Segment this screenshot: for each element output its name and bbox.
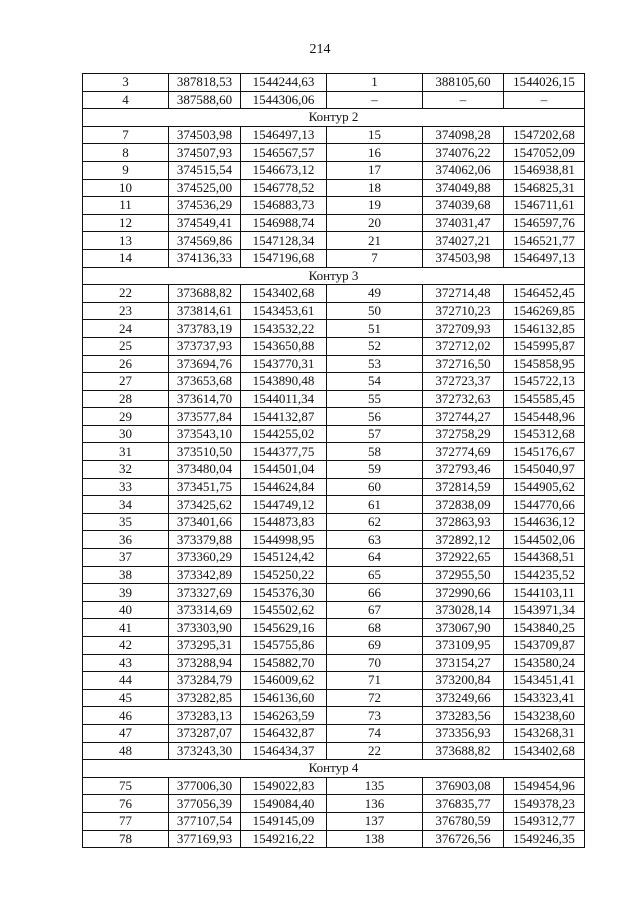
table-cell: 1544749,12 xyxy=(241,496,327,514)
table-cell: 1546136,60 xyxy=(241,689,327,707)
table-cell: 376903,08 xyxy=(423,777,504,795)
table-cell: 42 xyxy=(83,637,169,655)
table-cell: 61 xyxy=(327,496,423,514)
table-cell: 43 xyxy=(83,654,169,672)
table-cell: 1544770,66 xyxy=(504,496,585,514)
table-cell: 372758,29 xyxy=(423,425,504,443)
table-cell: 1544244,63 xyxy=(241,74,327,92)
table-cell: 136 xyxy=(327,795,423,813)
table-cell: 14 xyxy=(83,249,169,267)
table-cell: 12 xyxy=(83,214,169,232)
table-cell: 1545250,22 xyxy=(241,566,327,584)
table-cell: 41 xyxy=(83,619,169,637)
table-cell: 1543840,25 xyxy=(504,619,585,637)
table-cell: 13 xyxy=(83,232,169,250)
table-cell: 372712,02 xyxy=(423,337,504,355)
table-cell: 1544132,87 xyxy=(241,408,327,426)
table-cell: 36 xyxy=(83,531,169,549)
table-cell: 376835,77 xyxy=(423,795,504,813)
table-cell: 56 xyxy=(327,408,423,426)
table-cell: 1545502,62 xyxy=(241,601,327,619)
table-cell: 1543890,48 xyxy=(241,373,327,391)
table-cell: 54 xyxy=(327,373,423,391)
table-cell: 1549216,22 xyxy=(241,830,327,848)
table-cell: 35 xyxy=(83,513,169,531)
table-row xyxy=(83,601,585,619)
table-row xyxy=(83,390,585,408)
table-cell: 1546778,52 xyxy=(241,179,327,197)
table-cell: 1546009,62 xyxy=(241,672,327,690)
table-cell: 373342,89 xyxy=(169,566,241,584)
table-cell: 1546673,12 xyxy=(241,161,327,179)
table-cell: 373067,90 xyxy=(423,619,504,637)
table-cell: 1543532,22 xyxy=(241,320,327,338)
table-cell: 373360,29 xyxy=(169,549,241,567)
table-cell: 78 xyxy=(83,830,169,848)
table-cell: 1544624,84 xyxy=(241,478,327,496)
table-cell: 1546452,45 xyxy=(504,285,585,303)
table-cell: 50 xyxy=(327,302,423,320)
table-cell: 1543268,31 xyxy=(504,724,585,742)
table-row xyxy=(83,830,585,848)
table-row xyxy=(83,197,585,215)
table-row xyxy=(83,795,585,813)
table-cell: 77 xyxy=(83,812,169,830)
table-cell: 373379,88 xyxy=(169,531,241,549)
table-cell: 1544377,75 xyxy=(241,443,327,461)
table-cell: 1546497,13 xyxy=(504,249,585,267)
table-cell: 53 xyxy=(327,355,423,373)
table-cell: 1549378,23 xyxy=(504,795,585,813)
table-cell: 373249,66 xyxy=(423,689,504,707)
table-cell: 377107,54 xyxy=(169,812,241,830)
table-cell: 1545722,13 xyxy=(504,373,585,391)
table-cell: 372793,46 xyxy=(423,461,504,479)
table-cell: 1544998,95 xyxy=(241,531,327,549)
table-cell: 1549454,96 xyxy=(504,777,585,795)
table-cell: 1543453,61 xyxy=(241,302,327,320)
table-cell: 373303,90 xyxy=(169,619,241,637)
table-cell: 376726,56 xyxy=(423,830,504,848)
table-cell: 373401,66 xyxy=(169,513,241,531)
table-cell: 8 xyxy=(83,144,169,162)
table-cell: 374031,47 xyxy=(423,214,504,232)
table-cell: 1545755,86 xyxy=(241,637,327,655)
table-row xyxy=(83,619,585,637)
coordinates-table xyxy=(82,73,585,848)
table-cell: 66 xyxy=(327,584,423,602)
table-cell: 7 xyxy=(327,249,423,267)
table-cell: 1547128,34 xyxy=(241,232,327,250)
table-cell: 373283,56 xyxy=(423,707,504,725)
table-cell: 7 xyxy=(83,126,169,144)
table-cell: 135 xyxy=(327,777,423,795)
table-row xyxy=(83,742,585,760)
table-cell: 1545448,96 xyxy=(504,408,585,426)
table-row xyxy=(83,672,585,690)
table-cell: – xyxy=(504,91,585,109)
table-cell: 38 xyxy=(83,566,169,584)
table-cell: 1549022,83 xyxy=(241,777,327,795)
page-number: 214 xyxy=(309,42,331,57)
table-row xyxy=(83,373,585,391)
table-cell: 373287,07 xyxy=(169,724,241,742)
table-cell: 22 xyxy=(83,285,169,303)
table-cell: 1544905,62 xyxy=(504,478,585,496)
table-row xyxy=(83,408,585,426)
section-title: Контур 2 xyxy=(83,109,585,127)
table-cell: 26 xyxy=(83,355,169,373)
table-row xyxy=(83,654,585,672)
table-cell: 374076,22 xyxy=(423,144,504,162)
table-cell: 374515,54 xyxy=(169,161,241,179)
table-cell: 373288,94 xyxy=(169,654,241,672)
table-cell: 44 xyxy=(83,672,169,690)
table-row xyxy=(83,91,585,109)
table-cell: 1549312,77 xyxy=(504,812,585,830)
table-cell: 10 xyxy=(83,179,169,197)
table-row xyxy=(83,161,585,179)
table-cell: 1543650,88 xyxy=(241,337,327,355)
section-title: Контур 4 xyxy=(83,760,585,778)
table-cell: 1543451,41 xyxy=(504,672,585,690)
table-cell: 40 xyxy=(83,601,169,619)
table-cell: 1546883,73 xyxy=(241,197,327,215)
table-cell: 1546497,13 xyxy=(241,126,327,144)
table-cell: 1544011,34 xyxy=(241,390,327,408)
table-cell: 75 xyxy=(83,777,169,795)
table-row xyxy=(83,724,585,742)
table-cell: 32 xyxy=(83,461,169,479)
table-cell: 374536,29 xyxy=(169,197,241,215)
table-cell: 1549145,09 xyxy=(241,812,327,830)
table-cell: 48 xyxy=(83,742,169,760)
table-cell: 1545376,30 xyxy=(241,584,327,602)
table-cell: 374049,88 xyxy=(423,179,504,197)
table-cell: 4 xyxy=(83,91,169,109)
table-cell: 373356,93 xyxy=(423,724,504,742)
table-cell: 373783,19 xyxy=(169,320,241,338)
table-cell: 374503,98 xyxy=(423,249,504,267)
table-cell: 1545858,95 xyxy=(504,355,585,373)
table-cell: 1546434,37 xyxy=(241,742,327,760)
table-cell: 373577,84 xyxy=(169,408,241,426)
table-cell: 1544873,83 xyxy=(241,513,327,531)
table-cell: 374507,93 xyxy=(169,144,241,162)
table-cell: 372714,48 xyxy=(423,285,504,303)
table-cell: 1546597,76 xyxy=(504,214,585,232)
table-cell: 62 xyxy=(327,513,423,531)
table-cell: 372710,23 xyxy=(423,302,504,320)
table-cell: 1546432,87 xyxy=(241,724,327,742)
table-cell: 374039,68 xyxy=(423,197,504,215)
table-row xyxy=(83,496,585,514)
table-row xyxy=(83,249,585,267)
table-cell: 47 xyxy=(83,724,169,742)
table-cell: 373283,13 xyxy=(169,707,241,725)
table-cell: 372863,93 xyxy=(423,513,504,531)
table-cell: 372709,93 xyxy=(423,320,504,338)
table-cell: 1544026,15 xyxy=(504,74,585,92)
table-cell: 373314,69 xyxy=(169,601,241,619)
table-cell: 23 xyxy=(83,302,169,320)
table-cell: 20 xyxy=(327,214,423,232)
table-cell: 28 xyxy=(83,390,169,408)
table-cell: 1543323,41 xyxy=(504,689,585,707)
table-cell: 18 xyxy=(327,179,423,197)
table-cell: 1549084,40 xyxy=(241,795,327,813)
table-cell: 372892,12 xyxy=(423,531,504,549)
table-row xyxy=(83,144,585,162)
table-cell: 27 xyxy=(83,373,169,391)
table-row xyxy=(83,74,585,92)
table-cell: 67 xyxy=(327,601,423,619)
table-cell: 1546567,57 xyxy=(241,144,327,162)
table-cell: 1545629,16 xyxy=(241,619,327,637)
table-cell: 1545040,97 xyxy=(504,461,585,479)
table-cell: 74 xyxy=(327,724,423,742)
table-row xyxy=(83,285,585,303)
table-cell: 373154,27 xyxy=(423,654,504,672)
table-cell: 373243,30 xyxy=(169,742,241,760)
table-cell: 373694,76 xyxy=(169,355,241,373)
table-cell: 49 xyxy=(327,285,423,303)
table-cell: 373200,84 xyxy=(423,672,504,690)
table-cell: 1546988,74 xyxy=(241,214,327,232)
table-cell: 377056,39 xyxy=(169,795,241,813)
table-cell: 60 xyxy=(327,478,423,496)
table-cell: 65 xyxy=(327,566,423,584)
table-cell: 374027,21 xyxy=(423,232,504,250)
table-cell: 1544235,52 xyxy=(504,566,585,584)
table-cell: 15 xyxy=(327,126,423,144)
table-cell: 137 xyxy=(327,812,423,830)
table-cell: 373109,95 xyxy=(423,637,504,655)
table-cell: 68 xyxy=(327,619,423,637)
table-cell: 374503,98 xyxy=(169,126,241,144)
table-row xyxy=(83,777,585,795)
table-cell: 1543238,60 xyxy=(504,707,585,725)
table-row xyxy=(83,337,585,355)
table-row xyxy=(83,461,585,479)
table-cell: 39 xyxy=(83,584,169,602)
table-cell: 1546132,85 xyxy=(504,320,585,338)
table-cell: 373284,79 xyxy=(169,672,241,690)
section-header-row xyxy=(83,267,585,285)
table-cell: 376780,59 xyxy=(423,812,504,830)
table-cell: 30 xyxy=(83,425,169,443)
table-cell: 58 xyxy=(327,443,423,461)
table-cell: 1546521,77 xyxy=(504,232,585,250)
table-cell: 76 xyxy=(83,795,169,813)
table-cell: 73 xyxy=(327,707,423,725)
table-cell: 377169,93 xyxy=(169,830,241,848)
table-cell: 1546938,81 xyxy=(504,161,585,179)
table-cell: 374062,06 xyxy=(423,161,504,179)
table-cell: 1543580,24 xyxy=(504,654,585,672)
table-cell: 373480,04 xyxy=(169,461,241,479)
table-cell: 1543402,68 xyxy=(241,285,327,303)
table-cell: 374525,00 xyxy=(169,179,241,197)
table-cell: 373543,10 xyxy=(169,425,241,443)
table-cell: 373425,62 xyxy=(169,496,241,514)
table-row xyxy=(83,812,585,830)
table-cell: – xyxy=(327,91,423,109)
table-cell: 57 xyxy=(327,425,423,443)
table-cell: 1543709,87 xyxy=(504,637,585,655)
table-cell: 373451,75 xyxy=(169,478,241,496)
table-cell: 1544501,04 xyxy=(241,461,327,479)
table-cell: 1546825,31 xyxy=(504,179,585,197)
table-cell: 1545124,42 xyxy=(241,549,327,567)
table-cell: 372744,27 xyxy=(423,408,504,426)
section-header-row xyxy=(83,760,585,778)
table-cell: 1549246,35 xyxy=(504,830,585,848)
table-cell: 63 xyxy=(327,531,423,549)
table-cell: 45 xyxy=(83,689,169,707)
table-cell: 1545176,67 xyxy=(504,443,585,461)
table-cell: 1546269,85 xyxy=(504,302,585,320)
table-cell: – xyxy=(423,91,504,109)
table-cell: 373814,61 xyxy=(169,302,241,320)
table-row xyxy=(83,425,585,443)
coordinates-table-body xyxy=(83,74,585,848)
table-cell: 1 xyxy=(327,74,423,92)
table-row xyxy=(83,126,585,144)
table-cell: 373688,82 xyxy=(423,742,504,760)
table-cell: 387818,53 xyxy=(169,74,241,92)
table-cell: 1544636,12 xyxy=(504,513,585,531)
table-cell: 138 xyxy=(327,830,423,848)
table-row xyxy=(83,689,585,707)
table-row xyxy=(83,179,585,197)
table-row xyxy=(83,478,585,496)
table-cell: 1545882,70 xyxy=(241,654,327,672)
table-cell: 1544255,02 xyxy=(241,425,327,443)
table-cell: 1545995,87 xyxy=(504,337,585,355)
table-cell: 372955,50 xyxy=(423,566,504,584)
table-row xyxy=(83,584,585,602)
table-cell: 373653,68 xyxy=(169,373,241,391)
table-cell: 22 xyxy=(327,742,423,760)
table-cell: 3 xyxy=(83,74,169,92)
table-cell: 377006,30 xyxy=(169,777,241,795)
table-cell: 373614,70 xyxy=(169,390,241,408)
table-cell: 72 xyxy=(327,689,423,707)
table-row xyxy=(83,302,585,320)
table-cell: 372838,09 xyxy=(423,496,504,514)
table-cell: 372774,69 xyxy=(423,443,504,461)
table-cell: 1545585,45 xyxy=(504,390,585,408)
table-row xyxy=(83,513,585,531)
table-cell: 372814,59 xyxy=(423,478,504,496)
table-cell: 373737,93 xyxy=(169,337,241,355)
table-row xyxy=(83,214,585,232)
table-cell: 33 xyxy=(83,478,169,496)
table-cell: 16 xyxy=(327,144,423,162)
table-cell: 55 xyxy=(327,390,423,408)
table-cell: 373327,69 xyxy=(169,584,241,602)
table-cell: 1547202,68 xyxy=(504,126,585,144)
table-row xyxy=(83,549,585,567)
section-title: Контур 3 xyxy=(83,267,585,285)
table-row xyxy=(83,232,585,250)
table-cell: 1544103,11 xyxy=(504,584,585,602)
table-cell: 374136,33 xyxy=(169,249,241,267)
table-cell: 34 xyxy=(83,496,169,514)
table-row xyxy=(83,320,585,338)
table-cell: 59 xyxy=(327,461,423,479)
table-cell: 71 xyxy=(327,672,423,690)
table-cell: 372716,50 xyxy=(423,355,504,373)
table-cell: 46 xyxy=(83,707,169,725)
table-cell: 372922,65 xyxy=(423,549,504,567)
table-cell: 1544306,06 xyxy=(241,91,327,109)
table-cell: 1544368,51 xyxy=(504,549,585,567)
table-cell: 21 xyxy=(327,232,423,250)
table-cell: 372990,66 xyxy=(423,584,504,602)
table-cell: 17 xyxy=(327,161,423,179)
table-cell: 1543971,34 xyxy=(504,601,585,619)
table-cell: 1546711,61 xyxy=(504,197,585,215)
table-cell: 374549,41 xyxy=(169,214,241,232)
table-cell: 1544502,06 xyxy=(504,531,585,549)
table-cell: 1543770,31 xyxy=(241,355,327,373)
table-cell: 9 xyxy=(83,161,169,179)
table-cell: 11 xyxy=(83,197,169,215)
table-cell: 69 xyxy=(327,637,423,655)
table-cell: 373510,50 xyxy=(169,443,241,461)
table-cell: 388105,60 xyxy=(423,74,504,92)
table-row xyxy=(83,707,585,725)
table-cell: 374098,28 xyxy=(423,126,504,144)
table-cell: 387588,60 xyxy=(169,91,241,109)
table-cell: 373282,85 xyxy=(169,689,241,707)
table-row xyxy=(83,566,585,584)
table-cell: 1547196,68 xyxy=(241,249,327,267)
table-cell: 373688,82 xyxy=(169,285,241,303)
table-cell: 372732,63 xyxy=(423,390,504,408)
table-cell: 70 xyxy=(327,654,423,672)
table-cell: 51 xyxy=(327,320,423,338)
table-cell: 373295,31 xyxy=(169,637,241,655)
table-cell: 1545312,68 xyxy=(504,425,585,443)
table-cell: 25 xyxy=(83,337,169,355)
table-cell: 373028,14 xyxy=(423,601,504,619)
table-row xyxy=(83,443,585,461)
table-cell: 37 xyxy=(83,549,169,567)
table-cell: 31 xyxy=(83,443,169,461)
table-cell: 374569,86 xyxy=(169,232,241,250)
table-cell: 24 xyxy=(83,320,169,338)
table-cell: 1547052,09 xyxy=(504,144,585,162)
table-row xyxy=(83,355,585,373)
table-cell: 372723,37 xyxy=(423,373,504,391)
table-cell: 1546263,59 xyxy=(241,707,327,725)
table-cell: 19 xyxy=(327,197,423,215)
table-cell: 1543402,68 xyxy=(504,742,585,760)
table-row xyxy=(83,637,585,655)
table-row xyxy=(83,531,585,549)
section-header-row xyxy=(83,109,585,127)
table-cell: 29 xyxy=(83,408,169,426)
table-cell: 64 xyxy=(327,549,423,567)
table-cell: 52 xyxy=(327,337,423,355)
